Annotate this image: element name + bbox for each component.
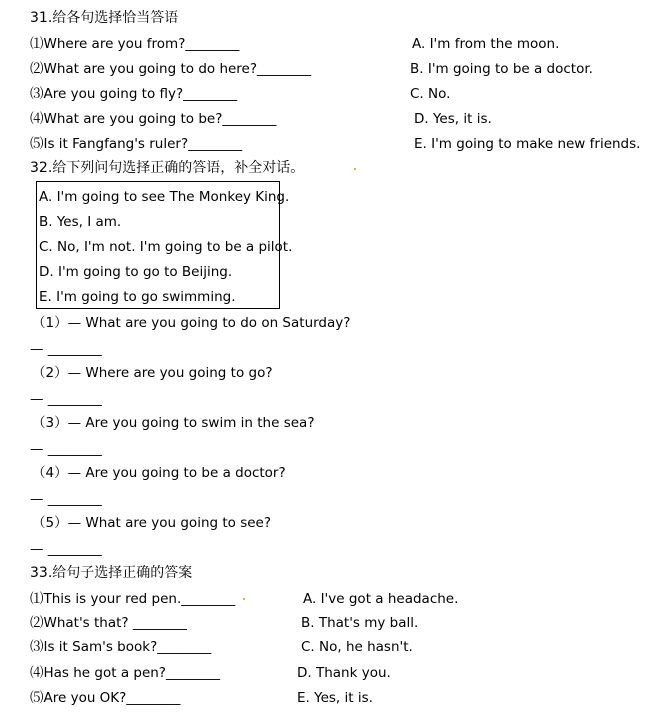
s31-question-3: ⑶Are you going to fly?________ bbox=[30, 86, 238, 102]
s32-answer-blank-4: — ________ bbox=[30, 491, 102, 507]
s33-answer-d: D. Thank you. bbox=[297, 665, 391, 681]
s33-answer-e: E. Yes, it is. bbox=[297, 690, 373, 706]
s33-answer-b: B. That's my ball. bbox=[301, 615, 419, 631]
s32-option-d: D. I'm going to go to Beijing. bbox=[39, 264, 233, 280]
s32-question-5: （5）— What are you going to see? bbox=[32, 515, 272, 531]
s32-question-1: （1）— What are you going to do on Saturday? bbox=[32, 315, 351, 331]
s31-question-1: ⑴Where are you from?________ bbox=[30, 36, 240, 52]
s32-answer-blank-5: — ________ bbox=[30, 541, 102, 557]
stray-dot-decoration bbox=[354, 168, 356, 170]
s32-answer-blank-1: — ________ bbox=[30, 341, 102, 357]
s32-option-c: C. No, I'm not. I'm going to be a pilot. bbox=[39, 239, 293, 255]
s32-answer-blank-2: — ________ bbox=[30, 391, 102, 407]
stray-dot-decoration-2 bbox=[243, 598, 245, 600]
s32-question-4: （4）— Are you going to be a doctor? bbox=[32, 465, 286, 481]
s33-question-3: ⑶Is it Sam's book?________ bbox=[30, 639, 212, 655]
s33-answer-c: C. No, he hasn't. bbox=[301, 639, 413, 655]
s32-option-a: A. I'm going to see The Monkey King. bbox=[39, 189, 290, 205]
s31-question-5: ⑸Is it Fangfang's ruler?________ bbox=[30, 136, 243, 152]
s31-answer-b: B. I'm going to be a doctor. bbox=[410, 61, 593, 77]
s33-question-4: ⑷Has he got a pen?________ bbox=[30, 665, 220, 681]
s33-question-5: ⑸Are you OK?________ bbox=[30, 690, 181, 706]
s32-option-b: B. Yes, I am. bbox=[39, 214, 122, 230]
section-31-title: 31.给各句选择恰当答语 bbox=[30, 10, 179, 26]
s33-question-1: ⑴This is your red pen.________ bbox=[30, 591, 236, 607]
s32-question-2: （2）— Where are you going to go? bbox=[32, 365, 273, 381]
s31-answer-a: A. I'm from the moon. bbox=[412, 36, 560, 52]
s33-question-2: ⑵What's that? ________ bbox=[30, 615, 187, 631]
s33-answer-a: A. I've got a headache. bbox=[303, 591, 459, 607]
s31-question-2: ⑵What are you going to do here?________ bbox=[30, 61, 312, 77]
s32-option-e: E. I'm going to go swimming. bbox=[39, 289, 236, 305]
s31-question-4: ⑷What are you going to be?________ bbox=[30, 111, 277, 127]
options-box bbox=[36, 181, 293, 309]
s31-answer-d: D. Yes, it is. bbox=[414, 111, 492, 127]
s32-answer-blank-3: — ________ bbox=[30, 441, 102, 457]
s31-answer-e: E. I'm going to make new friends. bbox=[414, 136, 641, 152]
section-32-title: 32.给下列问句选择正确的答语，补全对话。 bbox=[30, 160, 305, 176]
s31-answer-c: C. No. bbox=[410, 86, 451, 102]
s32-question-3: （3）— Are you going to swim in the sea? bbox=[32, 415, 315, 431]
section-33-title: 33.给句子选择正确的答案 bbox=[30, 565, 193, 581]
